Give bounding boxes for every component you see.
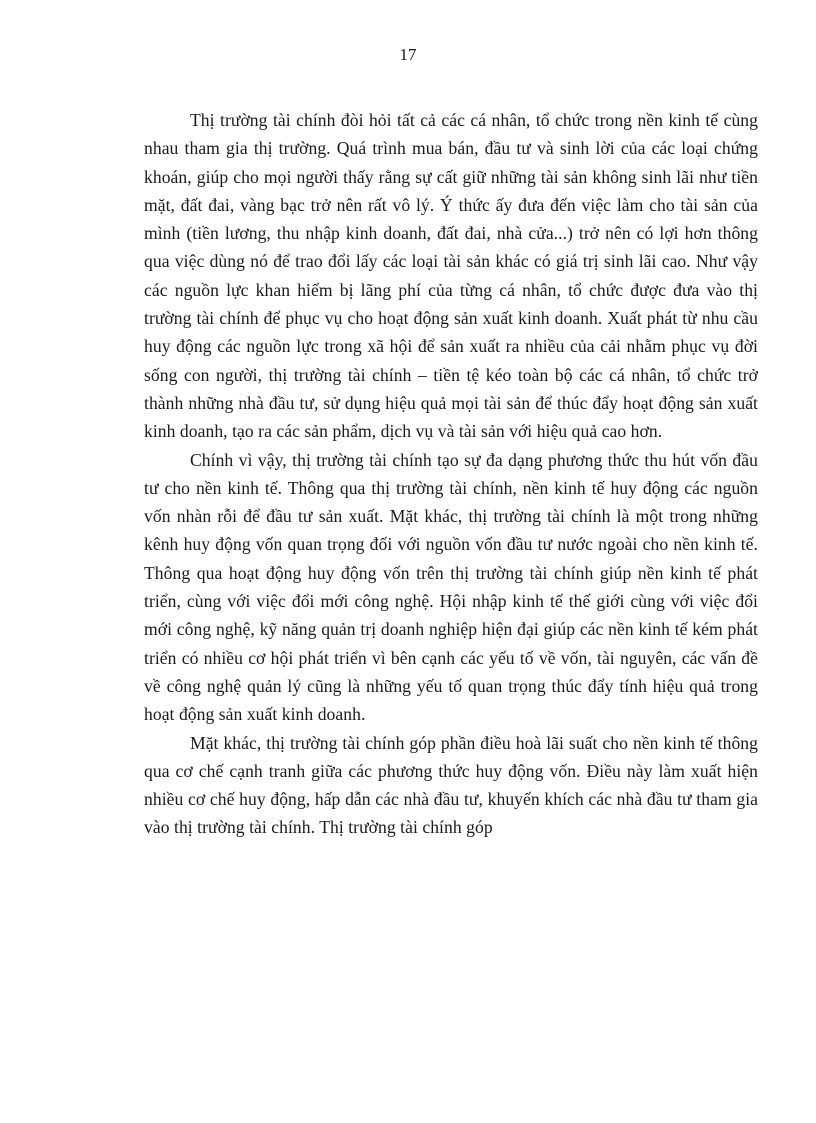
paragraph-2: Chính vì vậy, thị trường tài chính tạo sự đa dạng phương thức thu hút vốn đầu tư cho nền kinh tế. Thông qua thị trường tài chính, nền kinh tế huy động các nguồn vốn nhàn rỗi để đầu tư sản xuất. Mặt khác, thị trường tài chính là một trong những kênh huy động vốn quan trọng đối với nguồn vốn đầu tư nước ngoài cho nền kinh tế. Thông qua hoạt động huy động vốn trên thị trường tài chính giúp nền kinh tế phát triển, cùng với việc đổi mới công nghệ. Hội nhập kinh tế thế giới cùng với việc đổi mới công nghệ, kỹ năng quản trị doanh nghiệp hiện đại giúp các nền kinh tế kém phát triển có nhiều cơ hội phát triển vì bên cạnh các yếu tố về vốn, tài nguyên, các vấn đề về công nghệ quản lý cũng là những yếu tố quan trọng thúc đẩy tính hiệu quả trong hoạt động sản xuất kinh doanh. (144, 449, 758, 725)
paragraph-3: Mặt khác, thị trường tài chính góp phần điều hoà lãi suất cho nền kinh tế thông qua cơ chế cạnh tranh giữa các phương thức huy động vốn. Điều này làm xuất hiện nhiều cơ chế huy động, hấp dẫn các nhà đầu tư, khuyến khích các nhà đầu tư tham gia vào thị trường tài chính. Thị trường tài chính góp (144, 732, 758, 838)
page-number: 17 (399, 45, 417, 64)
paragraph-1: Thị trường tài chính đòi hỏi tất cả các cá nhân, tổ chức trong nền kinh tế cùng nhau tham gia thị trường. Quá trình mua bán, đầu tư và sinh lời của các loại chứng khoán, giúp cho mọi người thấy rằng sự cất giữ những tài sản không sinh lãi như tiền mặt, đất đai, vàng bạc trở nên rất vô lý. Ý thức ấy đưa đến việc làm cho tài sản của mình (tiền lương, thu nhập kinh doanh, đất đai, nhà cửa...) trở nên có lợi hơn thông qua việc dùng nó để trao đổi lấy các loại tài sản khác có giá trị sinh lãi cao. Như vậy các nguồn lực khan hiếm bị lãng phí của từng cá nhân, tổ chức được đưa vào thị trường tài chính để phục vụ cho hoạt động sản xuất kinh doanh. Xuất phát từ nhu cầu huy động các nguồn lực trong xã hội để sản xuất ra nhiều của cải nhằm phục vụ đời sống con người, thị trường tài chính – tiền tệ kéo toàn bộ các cá nhân, tổ chức trở thành những nhà đầu tư, sử dụng hiệu quả mọi tài sản để thúc đẩy hoạt động sản xuất kinh doanh, tạo ra các sản phẩm, dịch vụ và tài sản với hiệu quả cao hơn. (144, 110, 758, 442)
document-body (144, 106, 758, 842)
